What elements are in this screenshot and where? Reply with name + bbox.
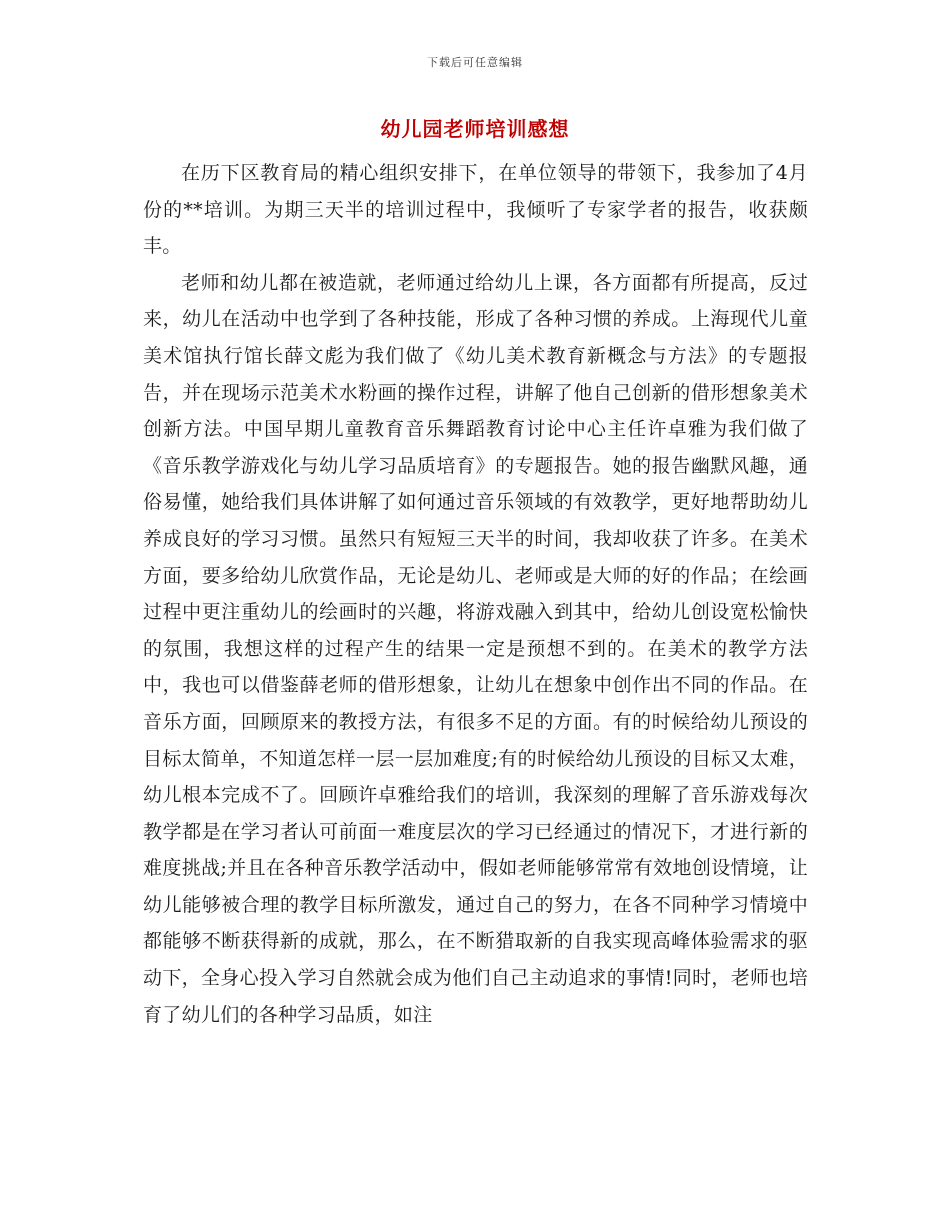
paragraph-intro: 在历下区教育局的精心组织安排下，在单位领导的带领下，我参加了4月份的**培训。为期三天半的培训过程中，我倾听了专家学者的报告，收获颇丰。 xyxy=(143,162,808,258)
document-title: 幼儿园老师培训感想 xyxy=(380,117,570,141)
header-note: 下载后可任意编辑 xyxy=(427,56,523,69)
paragraph-main: 老师和幼儿都在被造就，老师通过给幼儿上课，各方面都有所提高，反过来，幼儿在活动中也学到了各种技能，形成了各种习惯的养成。上海现代儿童美术馆执行馆长薛文彪为我们做了《幼儿美术教育新概念与方法》的专题报告，并在现场示范美术水粉画的操作过程，讲解了他自己创新的借形想象美术创新方法。中国早期儿童教育音乐舞蹈教育讨论中心主任许卓雅为我们做了《音乐教学游戏化与幼儿学习品质培育》的专题报告。她的报告幽默风趣，通俗易懂，她给我们具体讲解了如何通过音乐领域的有效教学，更好地帮助幼儿养成良好的学习习惯。虽然只有短短三天半的时间，我却收获了许多。在美术方面，要多给幼儿欣赏作品，无论是幼儿、老师或是大师的好的作品；在绘画过程中更注重幼儿的绘画时的兴趣，将游戏融入到其中，给幼儿创设宽松愉快的氛围，我想这样的过程产生的结果一定是预想不到的。在美术的教学方法中，我也可以借鉴薛老师的借形想象，让幼儿在想象中创作出不同的作品。在音乐方面，回顾原来的教授方法，有很多不足的方面。有的时候给幼儿预设的目标太简单，不知道怎样一层一层加难度;有的时候给幼儿预设的目标又太难，幼儿根本完成不了。回顾许卓雅给我们的培训，我深刻的理解了音乐游戏每次教学都是在学习者认可前面一难度层次的学习已经通过的情况下，才进行新的难度挑战;并且在各种音乐教学活动中，假如老师能够常常有效地创设情境，让幼儿能够被合理的教学目标所激发，通过自己的努力，在各不同种学习情境中都能够不断获得新的成就，那么，在不断猎取新的自我实现高峰体验需求的驱动下，全身心投入学习自然就会成为他们自己主动追求的事情!同时，老师也培育了幼儿们的各种学习品质，如注 xyxy=(143,271,808,1026)
document-body xyxy=(143,155,808,1033)
